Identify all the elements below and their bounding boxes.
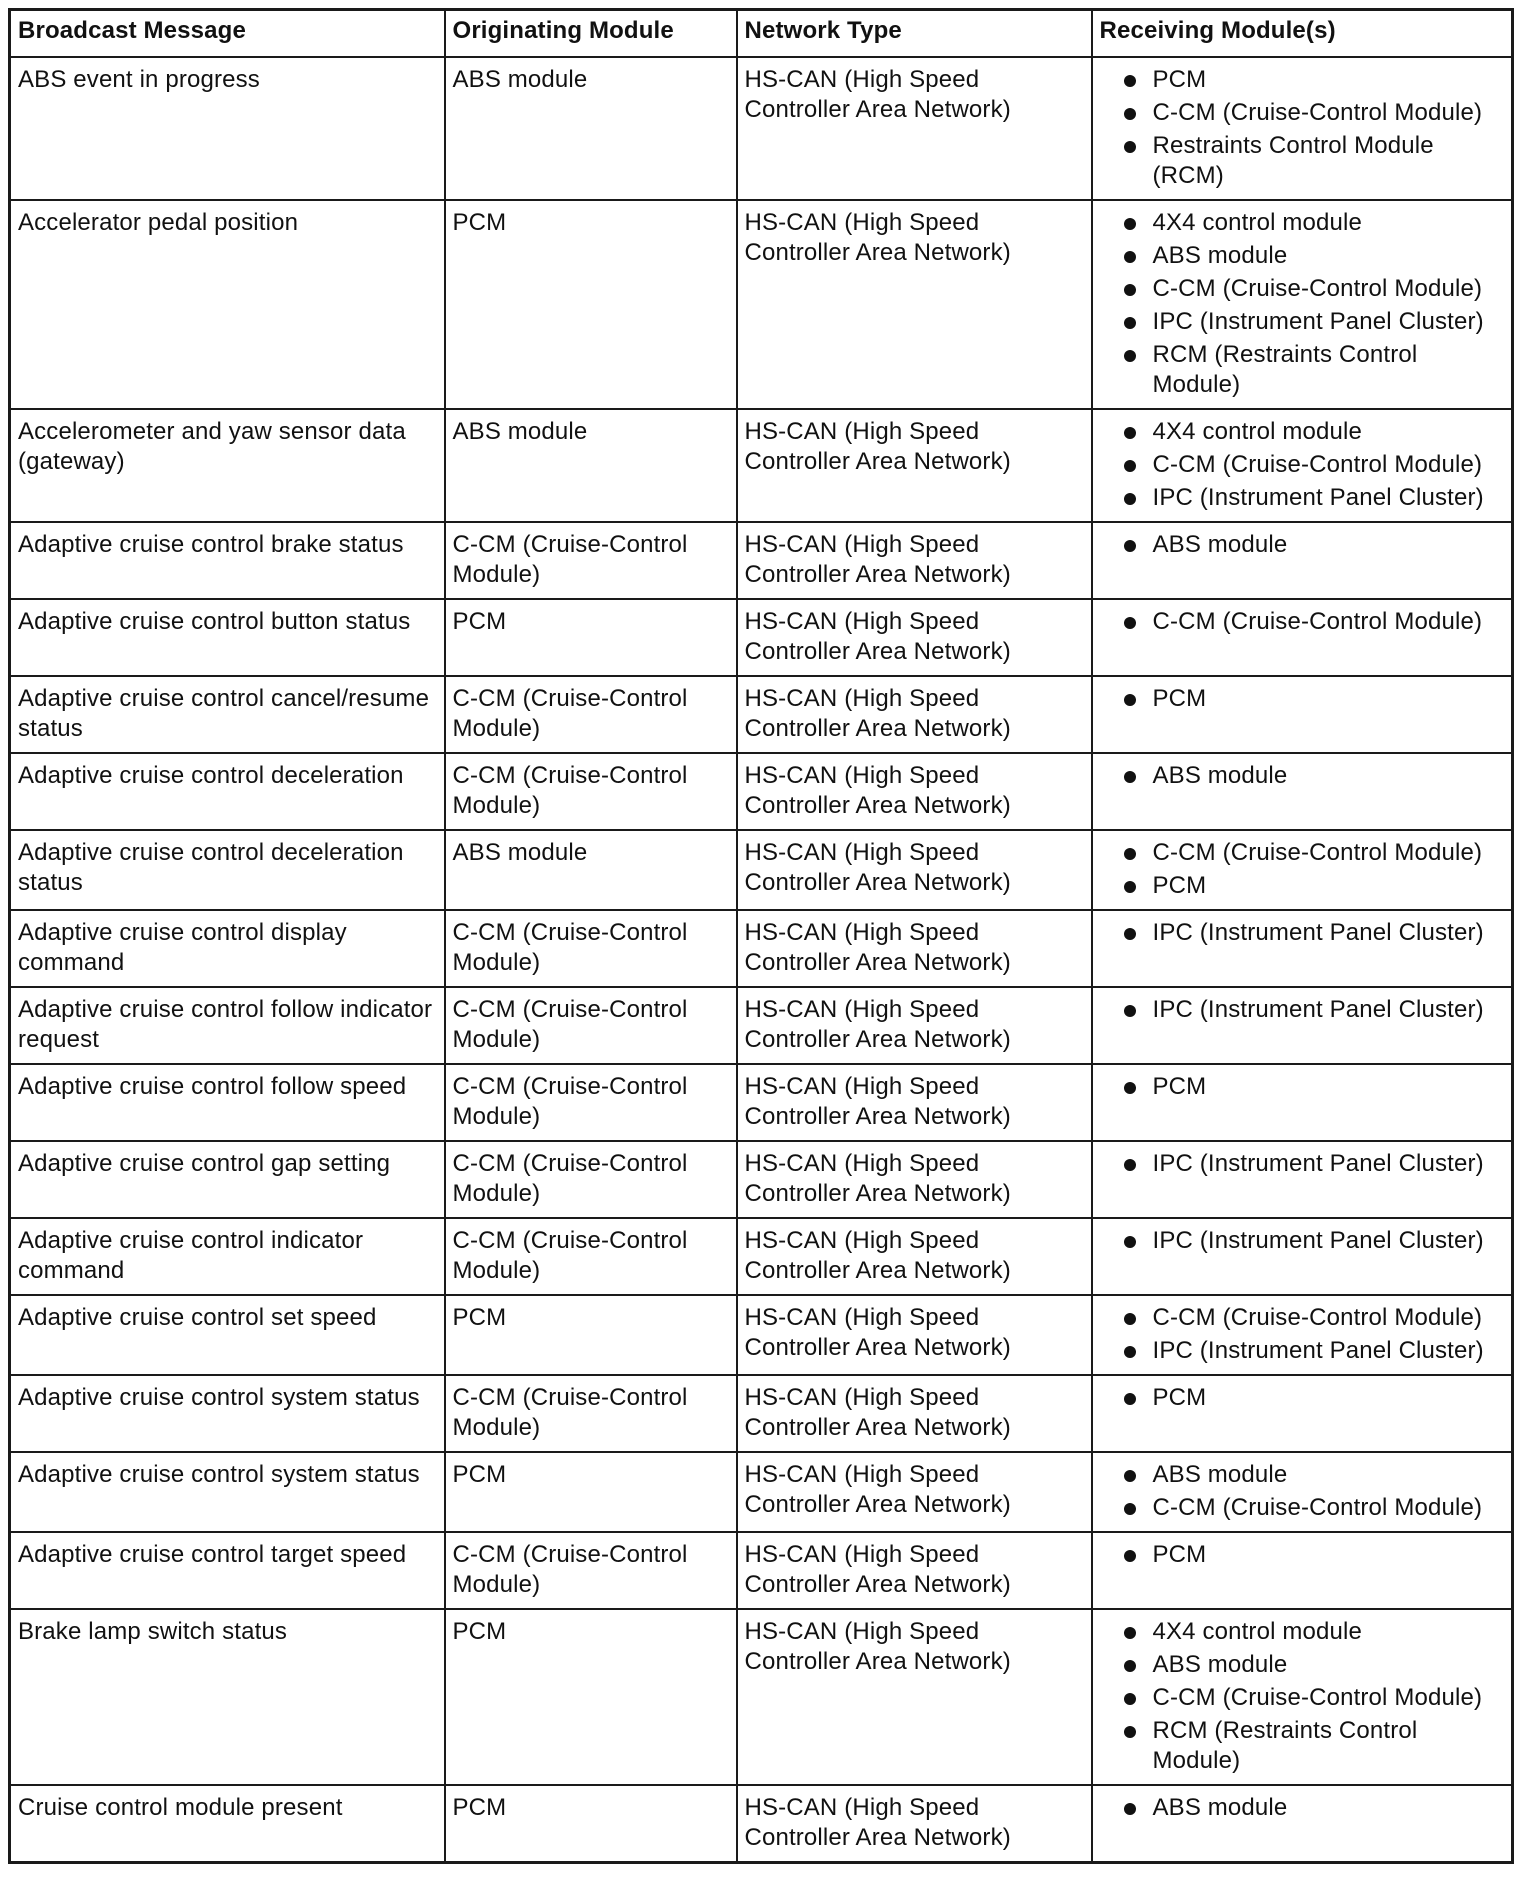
network-type-cell: HS-CAN (High Speed Controller Area Network) bbox=[737, 599, 1092, 676]
table-row bbox=[10, 830, 1513, 910]
broadcast-message-cell: ABS event in progress bbox=[10, 57, 445, 200]
bullet-icon bbox=[1124, 694, 1136, 706]
receiving-module-label: PCM bbox=[1152, 872, 1207, 899]
network-type-cell: HS-CAN (High Speed Controller Area Network) bbox=[737, 1141, 1092, 1218]
receiving-modules-list bbox=[1100, 607, 1506, 637]
broadcast-message-cell: Adaptive cruise control indicator command bbox=[10, 1218, 445, 1295]
receiving-module-item bbox=[1100, 1716, 1506, 1776]
network-type-cell: HS-CAN (High Speed Controller Area Network) bbox=[737, 57, 1092, 200]
broadcast-message-cell: Adaptive cruise control target speed bbox=[10, 1532, 445, 1609]
table-row bbox=[10, 409, 1513, 522]
receiving-module-label: PCM bbox=[1152, 66, 1207, 93]
receiving-module-item bbox=[1100, 684, 1506, 714]
receiving-modules-list bbox=[1100, 1072, 1506, 1102]
network-type-cell: HS-CAN (High Speed Controller Area Network) bbox=[737, 753, 1092, 830]
broadcast-message-cell: Adaptive cruise control gap setting bbox=[10, 1141, 445, 1218]
bullet-icon bbox=[1124, 350, 1136, 362]
broadcast-message-cell: Accelerator pedal position bbox=[10, 200, 445, 409]
receiving-module-label: IPC (Instrument Panel Cluster) bbox=[1152, 1227, 1484, 1254]
originating-module-cell: C-CM (Cruise-Control Module) bbox=[445, 522, 737, 599]
receiving-module-item bbox=[1100, 1303, 1506, 1333]
broadcast-message-cell: Adaptive cruise control cancel/resume status bbox=[10, 676, 445, 753]
bullet-icon bbox=[1124, 1346, 1136, 1358]
receiving-module-label: PCM bbox=[1152, 1073, 1207, 1100]
broadcast-message-cell: Adaptive cruise control follow speed bbox=[10, 1064, 445, 1141]
receiving-modules-list bbox=[1100, 761, 1506, 791]
receiving-module-label: C-CM (Cruise-Control Module) bbox=[1152, 1684, 1483, 1711]
receiving-modules-list bbox=[1100, 1460, 1506, 1523]
receiving-module-label: IPC (Instrument Panel Cluster) bbox=[1152, 1150, 1484, 1177]
originating-module-cell: ABS module bbox=[445, 409, 737, 522]
receiving-module-item bbox=[1100, 1493, 1506, 1523]
table-row bbox=[10, 1452, 1513, 1532]
receiving-modules-cell bbox=[1092, 753, 1513, 830]
table-row bbox=[10, 57, 1513, 200]
receiving-modules-list bbox=[1100, 684, 1506, 714]
receiving-modules-cell bbox=[1092, 1609, 1513, 1785]
network-type-cell: HS-CAN (High Speed Controller Area Network) bbox=[737, 1532, 1092, 1609]
receiving-module-label: ABS module bbox=[1152, 242, 1288, 269]
network-type-cell: HS-CAN (High Speed Controller Area Network) bbox=[737, 1785, 1092, 1863]
bullet-icon bbox=[1124, 427, 1136, 439]
bullet-icon bbox=[1124, 1236, 1136, 1248]
receiving-module-item bbox=[1100, 838, 1506, 868]
table-row bbox=[10, 1375, 1513, 1452]
originating-module-cell: C-CM (Cruise-Control Module) bbox=[445, 753, 737, 830]
broadcast-message-cell: Adaptive cruise control set speed bbox=[10, 1295, 445, 1375]
originating-module-cell: PCM bbox=[445, 200, 737, 409]
bullet-icon bbox=[1124, 218, 1136, 230]
broadcast-message-cell: Cruise control module present bbox=[10, 1785, 445, 1863]
receiving-module-item bbox=[1100, 340, 1506, 400]
originating-module-cell: C-CM (Cruise-Control Module) bbox=[445, 1218, 737, 1295]
receiving-modules-cell bbox=[1092, 910, 1513, 987]
broadcast-message-cell: Adaptive cruise control follow indicator request bbox=[10, 987, 445, 1064]
receiving-modules-list bbox=[1100, 1617, 1506, 1776]
network-type-cell: HS-CAN (High Speed Controller Area Network) bbox=[737, 522, 1092, 599]
table-row bbox=[10, 522, 1513, 599]
receiving-module-item bbox=[1100, 1336, 1506, 1366]
receiving-module-label: PCM bbox=[1152, 1384, 1207, 1411]
receiving-module-item bbox=[1100, 1383, 1506, 1413]
receiving-module-label: C-CM (Cruise-Control Module) bbox=[1152, 608, 1483, 635]
broadcast-message-cell: Adaptive cruise control button status bbox=[10, 599, 445, 676]
receiving-module-item bbox=[1100, 274, 1506, 304]
receiving-module-label: ABS module bbox=[1152, 1794, 1288, 1821]
table-row bbox=[10, 599, 1513, 676]
receiving-module-label: IPC (Instrument Panel Cluster) bbox=[1152, 996, 1484, 1023]
receiving-module-item bbox=[1100, 1460, 1506, 1490]
receiving-module-item bbox=[1100, 483, 1506, 513]
table-row bbox=[10, 1609, 1513, 1785]
receiving-module-label: C-CM (Cruise-Control Module) bbox=[1152, 1494, 1483, 1521]
receiving-modules-list bbox=[1100, 1226, 1506, 1256]
bullet-icon bbox=[1124, 1726, 1136, 1738]
receiving-module-label: ABS module bbox=[1152, 1461, 1288, 1488]
bullet-icon bbox=[1124, 75, 1136, 87]
network-type-cell: HS-CAN (High Speed Controller Area Network) bbox=[737, 1452, 1092, 1532]
receiving-modules-list bbox=[1100, 918, 1506, 948]
bullet-icon bbox=[1124, 881, 1136, 893]
bullet-icon bbox=[1124, 1550, 1136, 1562]
bullet-icon bbox=[1124, 1082, 1136, 1094]
receiving-module-item bbox=[1100, 450, 1506, 480]
bullet-icon bbox=[1124, 141, 1136, 153]
receiving-modules-cell bbox=[1092, 522, 1513, 599]
receiving-module-label: IPC (Instrument Panel Cluster) bbox=[1152, 919, 1484, 946]
broadcast-message-cell: Adaptive cruise control system status bbox=[10, 1375, 445, 1452]
network-type-cell: HS-CAN (High Speed Controller Area Network) bbox=[737, 200, 1092, 409]
table-row bbox=[10, 1141, 1513, 1218]
receiving-module-label: C-CM (Cruise-Control Module) bbox=[1152, 275, 1483, 302]
broadcast-message-cell: Adaptive cruise control deceleration bbox=[10, 753, 445, 830]
receiving-module-label: PCM bbox=[1152, 1541, 1207, 1568]
network-type-cell: HS-CAN (High Speed Controller Area Network) bbox=[737, 1295, 1092, 1375]
originating-module-cell: C-CM (Cruise-Control Module) bbox=[445, 1375, 737, 1452]
network-type-cell: HS-CAN (High Speed Controller Area Network) bbox=[737, 987, 1092, 1064]
table-row bbox=[10, 987, 1513, 1064]
bullet-icon bbox=[1124, 1393, 1136, 1405]
header-row bbox=[10, 10, 1513, 58]
receiving-module-label: 4X4 control module bbox=[1152, 209, 1362, 236]
header-originating-module: Originating Module bbox=[445, 10, 737, 58]
receiving-modules-list bbox=[1100, 995, 1506, 1025]
receiving-module-item bbox=[1100, 131, 1506, 191]
receiving-modules-cell bbox=[1092, 1141, 1513, 1218]
receiving-module-label: C-CM (Cruise-Control Module) bbox=[1152, 99, 1483, 126]
originating-module-cell: C-CM (Cruise-Control Module) bbox=[445, 1064, 737, 1141]
network-type-cell: HS-CAN (High Speed Controller Area Network) bbox=[737, 1375, 1092, 1452]
bullet-icon bbox=[1124, 460, 1136, 472]
bullet-icon bbox=[1124, 1503, 1136, 1515]
receiving-modules-list bbox=[1100, 65, 1506, 191]
network-type-cell: HS-CAN (High Speed Controller Area Network) bbox=[737, 910, 1092, 987]
bullet-icon bbox=[1124, 1159, 1136, 1171]
bullet-icon bbox=[1124, 108, 1136, 120]
receiving-modules-list bbox=[1100, 1793, 1506, 1823]
receiving-module-item bbox=[1100, 1540, 1506, 1570]
network-type-cell: HS-CAN (High Speed Controller Area Network) bbox=[737, 1064, 1092, 1141]
originating-module-cell: ABS module bbox=[445, 57, 737, 200]
receiving-modules-list bbox=[1100, 1383, 1506, 1413]
receiving-modules-list bbox=[1100, 1303, 1506, 1366]
originating-module-cell: C-CM (Cruise-Control Module) bbox=[445, 676, 737, 753]
bullet-icon bbox=[1124, 1005, 1136, 1017]
receiving-module-item bbox=[1100, 98, 1506, 128]
receiving-modules-cell bbox=[1092, 830, 1513, 910]
originating-module-cell: PCM bbox=[445, 1295, 737, 1375]
receiving-modules-cell bbox=[1092, 1452, 1513, 1532]
receiving-modules-cell bbox=[1092, 1532, 1513, 1609]
header-network-type: Network Type bbox=[737, 10, 1092, 58]
receiving-module-item bbox=[1100, 417, 1506, 447]
receiving-module-item bbox=[1100, 208, 1506, 238]
network-type-cell: HS-CAN (High Speed Controller Area Network) bbox=[737, 409, 1092, 522]
bullet-icon bbox=[1124, 540, 1136, 552]
receiving-module-label: PCM bbox=[1152, 685, 1207, 712]
receiving-module-label: IPC (Instrument Panel Cluster) bbox=[1152, 1337, 1484, 1364]
receiving-modules-cell bbox=[1092, 1785, 1513, 1863]
bullet-icon bbox=[1124, 848, 1136, 860]
broadcast-message-cell: Accelerometer and yaw sensor data (gateway) bbox=[10, 409, 445, 522]
originating-module-cell: ABS module bbox=[445, 830, 737, 910]
bullet-icon bbox=[1124, 928, 1136, 940]
bullet-icon bbox=[1124, 1470, 1136, 1482]
header-receiving-modules: Receiving Module(s) bbox=[1092, 10, 1513, 58]
receiving-module-item bbox=[1100, 530, 1506, 560]
receiving-module-item bbox=[1100, 918, 1506, 948]
originating-module-cell: C-CM (Cruise-Control Module) bbox=[445, 910, 737, 987]
receiving-module-label: ABS module bbox=[1152, 1651, 1288, 1678]
table-header bbox=[10, 10, 1513, 58]
receiving-module-label: 4X4 control module bbox=[1152, 418, 1362, 445]
receiving-module-label: RCM (Restraints Control Module) bbox=[1152, 341, 1418, 398]
receiving-module-item bbox=[1100, 307, 1506, 337]
receiving-modules-list bbox=[1100, 208, 1506, 400]
broadcast-message-cell: Adaptive cruise control deceleration status bbox=[10, 830, 445, 910]
table-row bbox=[10, 1218, 1513, 1295]
receiving-module-label: IPC (Instrument Panel Cluster) bbox=[1152, 308, 1484, 335]
originating-module-cell: C-CM (Cruise-Control Module) bbox=[445, 1532, 737, 1609]
bullet-icon bbox=[1124, 617, 1136, 629]
receiving-module-label: C-CM (Cruise-Control Module) bbox=[1152, 1304, 1483, 1331]
bullet-icon bbox=[1124, 1627, 1136, 1639]
receiving-modules-cell bbox=[1092, 987, 1513, 1064]
receiving-modules-cell bbox=[1092, 409, 1513, 522]
table-row bbox=[10, 753, 1513, 830]
receiving-module-item bbox=[1100, 1617, 1506, 1647]
originating-module-cell: C-CM (Cruise-Control Module) bbox=[445, 1141, 737, 1218]
network-type-cell: HS-CAN (High Speed Controller Area Network) bbox=[737, 1218, 1092, 1295]
broadcast-message-cell: Adaptive cruise control display command bbox=[10, 910, 445, 987]
table-row bbox=[10, 200, 1513, 409]
table-row bbox=[10, 676, 1513, 753]
receiving-modules-list bbox=[1100, 417, 1506, 513]
bullet-icon bbox=[1124, 1313, 1136, 1325]
receiving-modules-list bbox=[1100, 838, 1506, 901]
receiving-modules-cell bbox=[1092, 1064, 1513, 1141]
receiving-module-item bbox=[1100, 1683, 1506, 1713]
receiving-module-item bbox=[1100, 607, 1506, 637]
bullet-icon bbox=[1124, 284, 1136, 296]
receiving-module-item bbox=[1100, 1226, 1506, 1256]
receiving-modules-cell bbox=[1092, 599, 1513, 676]
receiving-module-item bbox=[1100, 65, 1506, 95]
receiving-modules-list bbox=[1100, 1540, 1506, 1570]
receiving-modules-cell bbox=[1092, 57, 1513, 200]
table-row bbox=[10, 910, 1513, 987]
bullet-icon bbox=[1124, 1693, 1136, 1705]
receiving-module-item bbox=[1100, 871, 1506, 901]
bullet-icon bbox=[1124, 317, 1136, 329]
receiving-module-label: RCM (Restraints Control Module) bbox=[1152, 1717, 1418, 1774]
receiving-modules-cell bbox=[1092, 1295, 1513, 1375]
originating-module-cell: PCM bbox=[445, 599, 737, 676]
originating-module-cell: PCM bbox=[445, 1785, 737, 1863]
receiving-module-item bbox=[1100, 995, 1506, 1025]
bullet-icon bbox=[1124, 771, 1136, 783]
receiving-module-item bbox=[1100, 1650, 1506, 1680]
table-row bbox=[10, 1064, 1513, 1141]
receiving-module-item bbox=[1100, 241, 1506, 271]
receiving-module-label: Restraints Control Module (RCM) bbox=[1152, 132, 1434, 189]
originating-module-cell: PCM bbox=[445, 1609, 737, 1785]
receiving-modules-list bbox=[1100, 1149, 1506, 1179]
receiving-modules-cell bbox=[1092, 200, 1513, 409]
originating-module-cell: C-CM (Cruise-Control Module) bbox=[445, 987, 737, 1064]
broadcast-message-cell: Adaptive cruise control brake status bbox=[10, 522, 445, 599]
receiving-module-label: 4X4 control module bbox=[1152, 1618, 1362, 1645]
network-type-cell: HS-CAN (High Speed Controller Area Network) bbox=[737, 830, 1092, 910]
table-row bbox=[10, 1532, 1513, 1609]
receiving-module-item bbox=[1100, 761, 1506, 791]
table-row bbox=[10, 1785, 1513, 1863]
bullet-icon bbox=[1124, 251, 1136, 263]
network-type-cell: HS-CAN (High Speed Controller Area Network) bbox=[737, 676, 1092, 753]
network-type-cell: HS-CAN (High Speed Controller Area Network) bbox=[737, 1609, 1092, 1785]
receiving-module-label: C-CM (Cruise-Control Module) bbox=[1152, 451, 1483, 478]
bullet-icon bbox=[1124, 493, 1136, 505]
receiving-module-label: IPC (Instrument Panel Cluster) bbox=[1152, 484, 1484, 511]
receiving-modules-cell bbox=[1092, 1375, 1513, 1452]
table-body bbox=[10, 57, 1513, 1863]
receiving-modules-cell bbox=[1092, 676, 1513, 753]
bullet-icon bbox=[1124, 1803, 1136, 1815]
receiving-module-item bbox=[1100, 1149, 1506, 1179]
receiving-module-label: C-CM (Cruise-Control Module) bbox=[1152, 839, 1483, 866]
receiving-module-label: ABS module bbox=[1152, 762, 1288, 789]
broadcast-message-table bbox=[8, 8, 1514, 1864]
header-broadcast-message: Broadcast Message bbox=[10, 10, 445, 58]
receiving-modules-list bbox=[1100, 530, 1506, 560]
table-row bbox=[10, 1295, 1513, 1375]
bullet-icon bbox=[1124, 1660, 1136, 1672]
broadcast-message-cell: Brake lamp switch status bbox=[10, 1609, 445, 1785]
broadcast-message-cell: Adaptive cruise control system status bbox=[10, 1452, 445, 1532]
receiving-modules-cell bbox=[1092, 1218, 1513, 1295]
receiving-module-item bbox=[1100, 1793, 1506, 1823]
originating-module-cell: PCM bbox=[445, 1452, 737, 1532]
receiving-module-item bbox=[1100, 1072, 1506, 1102]
receiving-module-label: ABS module bbox=[1152, 531, 1288, 558]
